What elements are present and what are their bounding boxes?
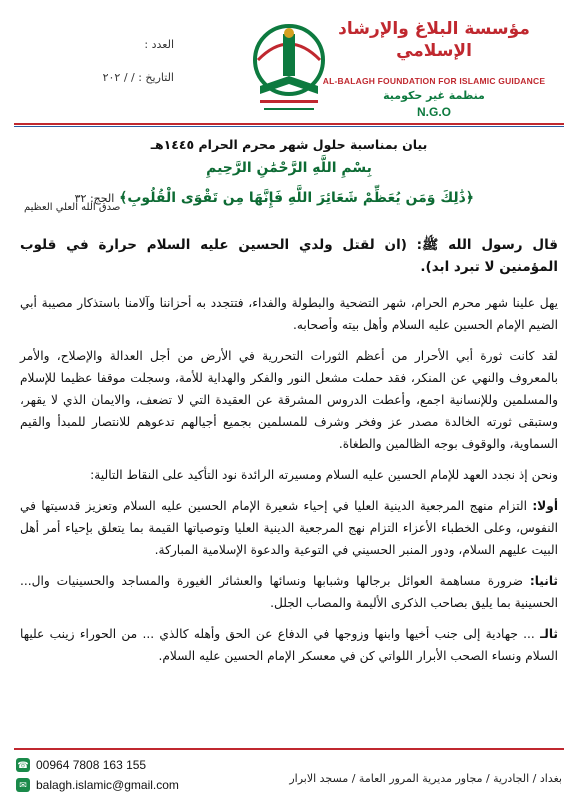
point-2-text: ضرورة مساهمة العوائل برجالها وشبابها ونسائها والعشائر الغيورة والمساجد والحسينيات وال... الحسينية بما يليق بصاحب الذكرى الأليمة والمصاب الجلل. — [20, 574, 558, 610]
email-row — [16, 778, 179, 792]
point-3 — [20, 623, 558, 667]
point-1 — [20, 495, 558, 561]
statement-body — [20, 234, 558, 676]
point-3-label: ثالـ — [540, 627, 558, 641]
verse-reference: الحج: ٣٢ — [74, 192, 115, 205]
ngo-label-en: N.G.O — [416, 105, 451, 119]
document-meta — [14, 38, 174, 104]
org-name-ar: مؤسسة البلاغ والإرشاد الإسلامي — [338, 19, 530, 61]
paragraph-3: ونحن إذ نجدد العهد للإمام الحسين عليه السلام ومسيرته الرائدة نود التأكيد على النقاط التالية: — [90, 468, 558, 482]
sadaq-text: صدق الله العلي العظيم — [24, 202, 121, 213]
verse-text: ﴿ذَٰلِكَ وَمَن يُعَظِّمْ شَعَائِرَ اللَّهِ فَإِنَّهَا مِن تَقْوَى الْقُلُوبِ﴾ — [119, 190, 474, 206]
date-label: التاريخ : / / ٢٠٢ — [102, 71, 174, 84]
org-name-en: AL-BALAGH FOUNDATION FOR ISLAMIC GUIDANCE — [322, 76, 546, 86]
page-footer — [0, 748, 578, 800]
foundation-logo — [246, 20, 332, 120]
header-divider — [14, 123, 564, 125]
point-2 — [20, 570, 558, 614]
point-3-text: ... جهادية إلى جنب أخيها وابنها وزوجها في الدفاع عن الحق وأهله كالذي ... من الحوراء زينب عليها السلام ونساء الصحب الأبرار اللواتي كن في معسكر الإمام الحسين عليه السلام. — [20, 627, 558, 663]
footer-divider — [14, 748, 564, 750]
address: بغداد / الجادرية / مجاور مديرية المرور العامة / مسجد الابرار — [289, 772, 562, 785]
contact-info — [16, 758, 179, 798]
paragraph-2: لقد كانت ثورة أبي الأحرار من أعظم الثورات التحررية في الأرض من أجل العدالة والإصلاح، والأمر بالمعروف والنهي عن المنكر، فقد حملت مشعل النور والفكر والهداية للأمة، وسجلت موقفا عظيما للإسلام والمسلمين وللإنسانية اجمع، وأعطت الدروس المشرقة عن العقيدة التي لا تضعف، والايمان الذي لا يقهر، وستبقى ثورته الخالدة مصدر عز وفخر وشرف للمسلمين بجميع أجيالهم تدعوهم للانتصار للمبدأ والقيم السماوية، والوقوف بوجه الظالمين والطغاة. — [20, 349, 558, 451]
ngo-label-ar: منظمة غير حكومية — [383, 89, 485, 102]
header-divider-secondary — [14, 126, 564, 127]
email-icon: ✉ — [16, 778, 30, 792]
statement-title: بيان بمناسبة حلول شهر محرم الحرام ١٤٤٥هـ — [150, 137, 428, 152]
phone-row — [16, 758, 179, 772]
point-1-text: التزام منهج المرجعية الدينية العليا في إحياء شعيرة الإمام الحسين عليه السلام وتعزيز قدسيتها في النفوس، وعلى الخطباء الأعزاء التزام نهج المرجعية الدينية العليا وتوصياتها القيمة بما يتعلق بإحياء أمر أهل البيت عليهم السلام، ودور المنبر الحسيني في التوعية والدعوة الإسلامية المباركة. — [20, 499, 558, 557]
point-2-label: ثانيا: — [529, 574, 558, 588]
number-label: العدد : — [144, 38, 174, 51]
basmala: بِسْمِ اللَّهِ الرَّحْمَٰنِ الرَّحِيمِ — [206, 160, 372, 176]
phone-number: 00964 7808 163 155 — [36, 758, 147, 772]
point-1-label: أولا: — [532, 499, 559, 513]
email-address: balagh.islamic@gmail.com — [36, 778, 179, 792]
phone-icon: ☎ — [17, 760, 29, 770]
paragraph-1: يهل علينا شهر محرم الحرام، شهر التضحية والبطولة والفداء، فتتجدد به أحزاننا وآلامنا باستذكار مصيبة أبي الضيم الإمام الحسين عليه السلام وأهل بيته وأصحابه. — [20, 296, 558, 332]
verse-row — [14, 190, 564, 224]
prophet-quote: قال رسول الله ﷺ: (ان لقتل ولدي الحسين عليه السلام حرارة في قلوب المؤمنين لا تبرد ابد). — [20, 237, 558, 275]
org-header — [304, 18, 564, 119]
quran-verse — [75, 190, 474, 206]
